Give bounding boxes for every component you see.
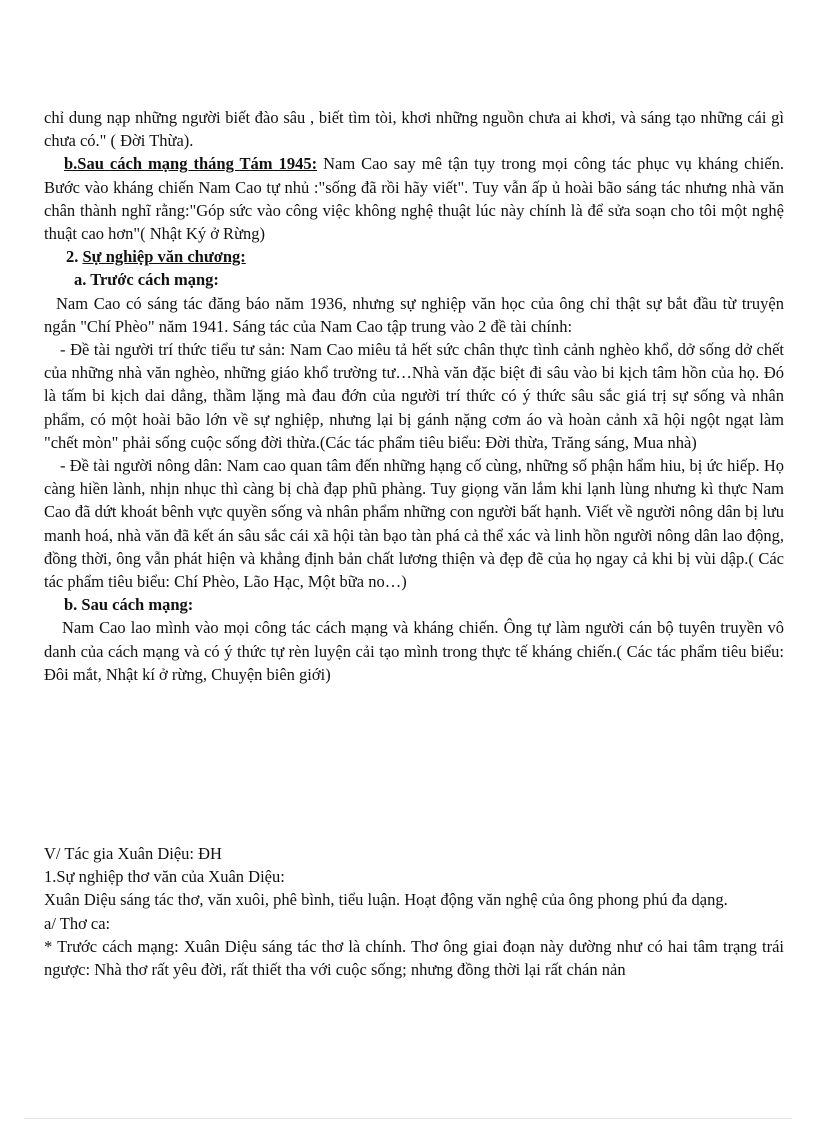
after-august-revolution-paragraph [44,152,784,245]
after-revolution-heading: b. Sau cách mạng: [64,595,194,615]
intro-paragraph: chỉ dung nạp những người biết đào sâu , biết tìm tòi, khơi những nguồn chưa ai khơi, và sáng tạo những cái gì chưa có." ( Đời Thừa). [44,108,784,151]
before-revolution-poetry: * Trước cách mạng: Xuân Diệu sáng tác thơ là chính. Thơ ông giai đoạn này dường như có hai tâm trạng trái ngược: Nhà thơ rất yêu đời, rất thiết tha với cuộc sống; nhưng đồng thời lại rất chán nản [44,936,784,980]
after-revolution-paragraph: Nam Cao lao mình vào mọi công tác cách mạng và kháng chiến. Ông tự làm người cán bộ tuyên truyền vô danh của cách mạng và có ý thức tự rèn luyện cải tạo mình trong thực tế kháng chiến.( Các tác phẩm tiêu biểu: Đôi mắt, Nhật kí ở rừng, Chuyện biên giới) [44,618,784,684]
after-august-revolution-heading: b.Sau cách mạng tháng Tám 1945: [64,154,318,174]
xuan-dieu-section-title: V/ Tác gia Xuân Diệu: ĐH [44,844,222,863]
xuan-dieu-career-text: Xuân Diệu sáng tác thơ, văn xuôi, phê bình, tiểu luận. Hoạt động văn nghệ của ông phong phú đa dạng. [44,890,728,910]
career-heading-text: Sự nghiệp văn chương: [82,247,246,267]
peasant-topic-paragraph: - Đề tài người nông dân: Nam cao quan tâm đến những hạng cố cùng, những số phận hẩm hiu, bị ức hiếp. Họ càng hiền lành, nhịn nhục thì càng bị chà đạp phũ phàng. Tuy giọng văn lắm khi lạnh lùng nhưng kì thực Nam Cao đã dứt khoát bênh vực quyền sống và nhân phẩm những con người bất hạnh. Viết về người nông dân bị lưu manh hoá, nhà văn đã kết án sâu sắc cái xã hội tàn bạo tàn phá cả thể xác và linh hồn người nông dân lao động, đồng thời, ông vẫn phát hiện và khẳng định bản chất lương thiện và đẹp đẽ của họ ngay cả khi bị vùi dập.( Các tác phẩm tiêu biểu: Chí Phèo, Lão Hạc, Một bữa no…) [44,456,784,592]
page-bottom-divider [24,1118,792,1119]
intellectual-topic-paragraph: - Đề tài người trí thức tiểu tư sản: Nam Cao miêu tả hết sức chân thực tình cảnh nghèo khổ, dở sống dở chết của những nhà văn nghèo, những giáo khổ trường tư…Nhà văn đặc biệt đi sâu vào bi kịch tâm hồn của họ. Đó là tấm bi kịch dai dẳng, thầm lặng mà đau đớn của người trí thức có ý thức sâu sắc giá trị sự sống và nhân phẩm, có một hoài bão lớn về sự nghiệp, nhưng lại bị gánh nặng cơm áo và hoàn cảnh xã hội ngột ngạt làm "chết mòn" phải sống cuộc sống đời thừa.(Các tác phẩm tiêu biểu: Đời thừa, Trăng sáng, Mua nhà) [44,340,784,452]
career-heading-number: 2. [66,247,83,267]
before-revolution-heading: a. Trước cách mạng: [74,270,219,290]
before-revolution-intro: Nam Cao có sáng tác đăng báo năm 1936, nhưng sự nghiệp văn học của ông chỉ thật sự bắt đầu từ truyện ngắn "Chí Phèo" năm 1941. Sáng tác của Nam Cao tập trung vào 2 đề tài chính: [44,293,784,336]
xuan-dieu-section [44,842,784,981]
xuan-dieu-career-title: 1.Sự nghiệp thơ văn của Xuân Diệu: [44,867,285,887]
poetry-heading: a/ Thơ ca: [44,913,111,933]
career-heading [44,245,784,268]
after-august-revolution-text: Nam Cao say mê tận tụy trong mọi công tác phục vụ kháng chiến. Bước vào kháng chiến Nam Cao tự nhủ :"sống đã rồi hãy viết". Tuy vẫn ấp ủ hoài bão sáng tác nhưng nhà văn chân thành nghĩ rằng:"Góp sức vào công việc không nghệ thuật lúc này chính là để sửa soạn cho tôi một nghệ thuật cao hơn"( Nhật Ký ở Rừng) [44,154,784,244]
nam-cao-section [44,106,784,686]
